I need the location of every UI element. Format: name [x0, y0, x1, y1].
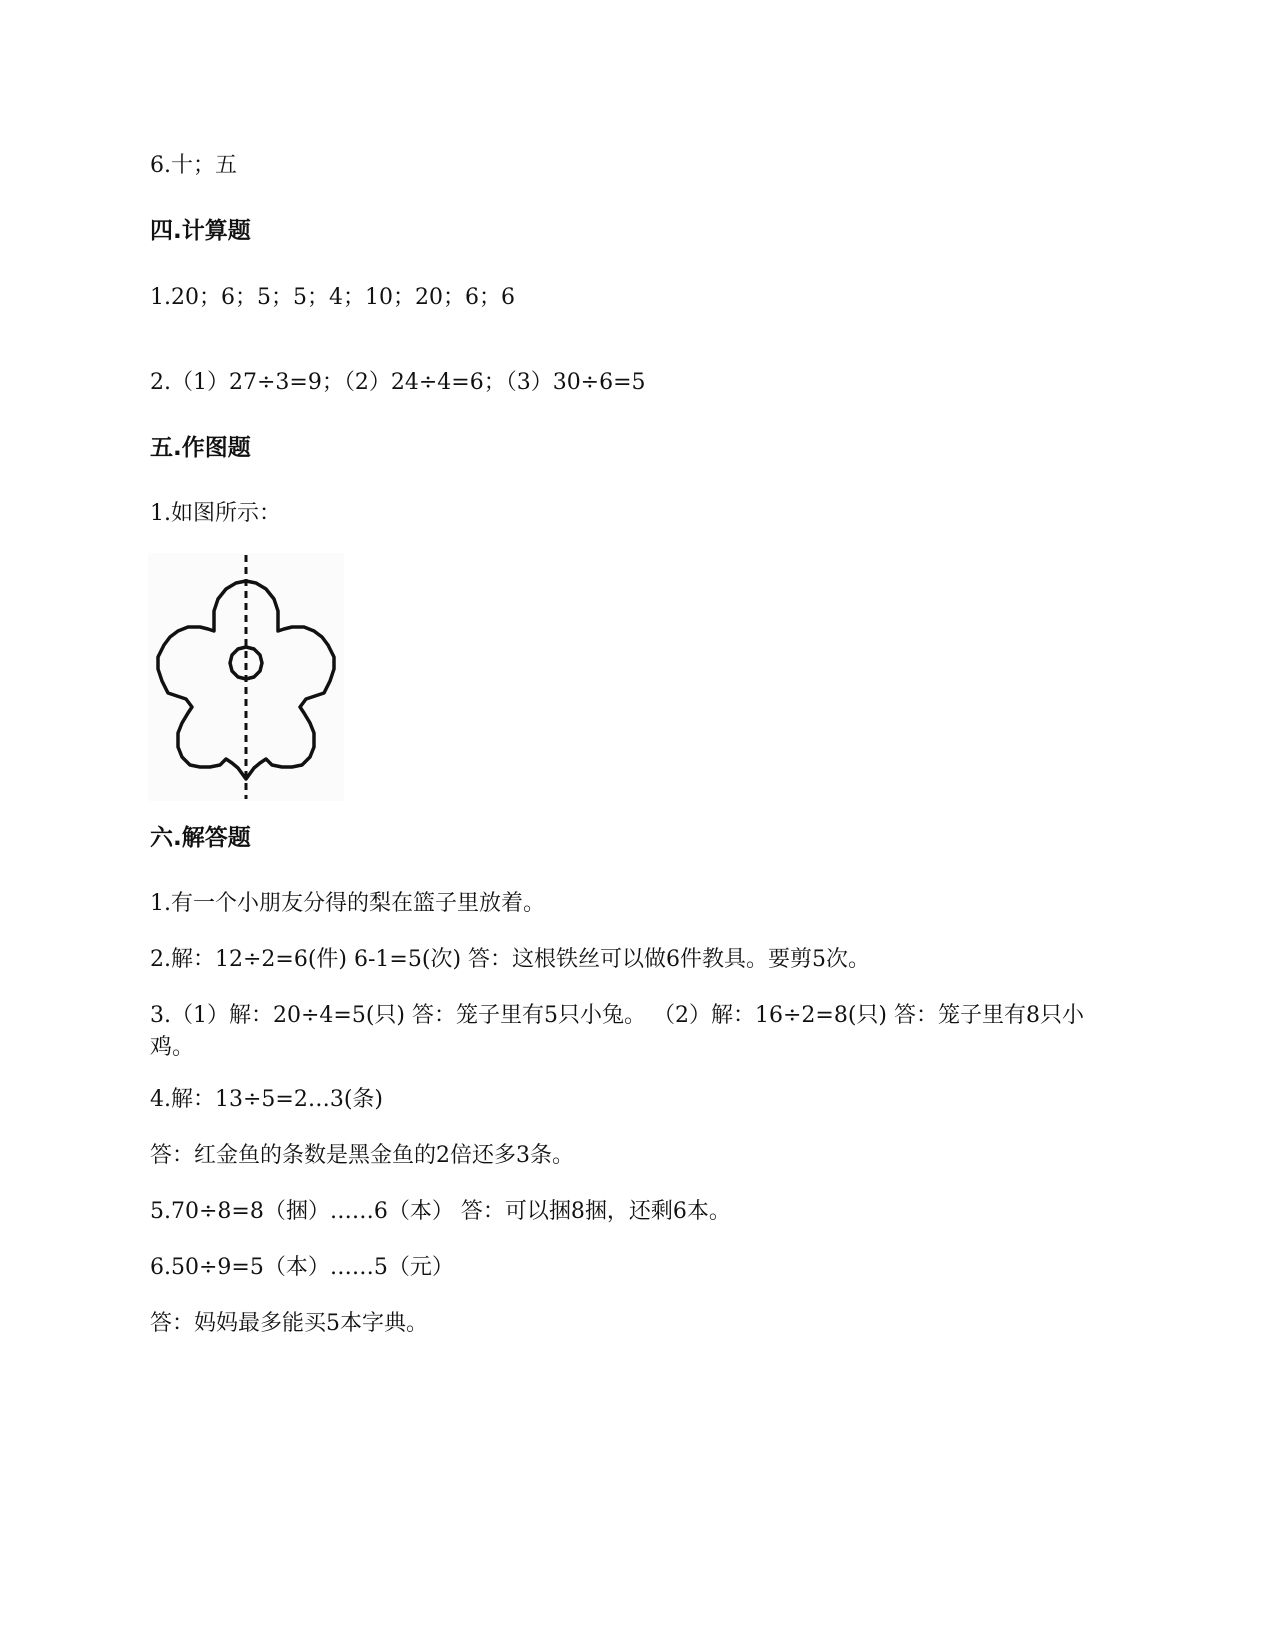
section-heading-drawing: 五.作图题: [150, 435, 251, 461]
problem-answer-6-solution: 6.50÷9=5（本）……5（元）: [150, 1255, 454, 1280]
calc-answer-2: 2.（1）27÷3=9；（2）24÷4=6；（3）30÷6=5: [150, 370, 646, 395]
problem-answer-4-answer: 答：红金鱼的条数是黑金鱼的2倍还多3条。: [150, 1143, 574, 1168]
problem-answer-1: 1.有一个小朋友分得的梨在篮子里放着。: [150, 891, 545, 916]
problem-answer-2: 2.解：12÷2=6(件) 6-1=5(次) 答：这根铁丝可以做6件教具。要剪5次。: [150, 947, 871, 972]
problem-answer-6-answer: 答：妈妈最多能买5本字典。: [150, 1311, 428, 1336]
problem-answer-4-solution: 4.解：13÷5=2…3(条): [150, 1087, 384, 1112]
flower-drawing: [148, 553, 344, 801]
draw-answer-1: 1.如图所示：: [150, 501, 281, 526]
flower-symmetry-figure: [148, 553, 344, 801]
section-heading-word-problems: 六.解答题: [150, 825, 251, 851]
problem-answer-3: 3.（1）解：20÷4=5(只) 答：笼子里有5只小兔。 （2）解：16÷2=8(只) 答：笼子里有8只小鸡。: [150, 1003, 1085, 1060]
problem-answer-5: 5.70÷8=8（捆）……6（本） 答：可以捆8捆，还剩6本。: [150, 1199, 731, 1224]
calc-answer-1: 1.20；6；5；5；4；10；20；6；6: [150, 285, 515, 310]
section-heading-calculation: 四.计算题: [150, 218, 251, 244]
answer-6-fill: 6.十；五: [150, 153, 237, 178]
